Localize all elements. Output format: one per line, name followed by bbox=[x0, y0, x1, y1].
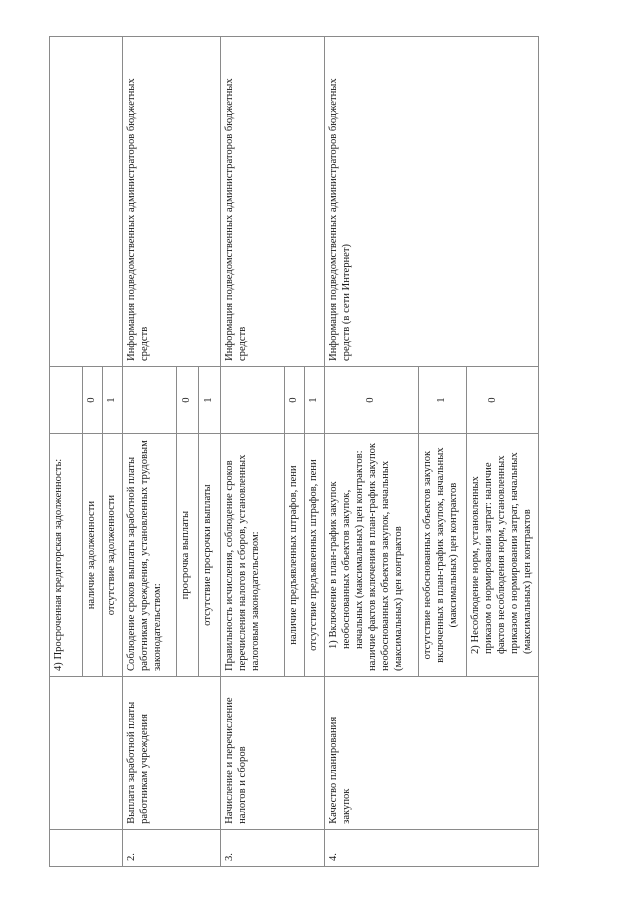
score-value: 1 bbox=[419, 367, 467, 434]
row-number: 2. bbox=[123, 829, 221, 866]
criterion-option: наличие предъявленных штрафов, пени bbox=[285, 434, 305, 677]
row-number: 3. bbox=[221, 829, 325, 866]
score-value bbox=[221, 367, 285, 434]
score-value: 0 bbox=[285, 367, 305, 434]
table-row bbox=[325, 37, 419, 867]
row-number bbox=[50, 829, 123, 866]
indicator-name bbox=[50, 677, 123, 830]
criterion-option: отсутствие просрочки выплаты bbox=[199, 434, 221, 677]
criterion-option: просрочка выплаты bbox=[177, 434, 199, 677]
indicator-name: Качество планирования закупок bbox=[325, 677, 539, 830]
indicator-name: Выплата заработной платы работникам учреждения bbox=[123, 677, 221, 830]
criterion-text: 2) Несоблюдение норм, установленных приказом о нормировании затрат: наличие фактов несоблюдения норм, установленных приказом о нормировании затрат, начальных (максимальных) цен контрактов bbox=[467, 434, 539, 677]
source-text: Информация подведомственных администраторов бюджетных средств (в сети Интернет) bbox=[325, 37, 539, 367]
criterion-text: 4) Просроченная кредиторская задолженность: bbox=[50, 434, 83, 677]
score-value bbox=[123, 367, 177, 434]
criterion-text bbox=[325, 434, 419, 677]
score-value: 0 bbox=[467, 367, 539, 434]
criteria-table bbox=[49, 36, 539, 867]
table-row bbox=[221, 37, 285, 867]
indicator-name: Начисление и перечисление налогов и сборов bbox=[221, 677, 325, 830]
score-value: 1 bbox=[305, 367, 325, 434]
source-text bbox=[50, 37, 123, 367]
score-value: 0 bbox=[325, 367, 419, 434]
criterion-option: наличие задолженности bbox=[83, 434, 103, 677]
criterion-option: отсутствие необоснованных объектов закупок включенных в план-график закупок, начальных (максимальных) цен контрактов bbox=[419, 434, 467, 677]
criterion-option: отсутствие задолженности bbox=[103, 434, 123, 677]
score-value bbox=[50, 367, 83, 434]
table-row bbox=[123, 37, 177, 867]
criterion-heading: 1) Включение в план-график закупок необоснованных объектов закупок, начальных (максимальных) цен контрактов: bbox=[328, 450, 365, 650]
criterion-text: Соблюдение сроков выплаты заработной платы работникам учреждения, установленных трудовым законодательством: bbox=[123, 434, 177, 677]
score-value: 0 bbox=[177, 367, 199, 434]
source-text: Информация подведомственных администраторов бюджетных средств bbox=[221, 37, 325, 367]
score-value: 1 bbox=[199, 367, 221, 434]
criterion-option: наличие фактов включения в план-график закупок необоснованных объектов закупок, начальных (максимальных) цен контрактов bbox=[366, 442, 404, 672]
score-value: 1 bbox=[103, 367, 123, 434]
source-text: Информация подведомственных администраторов бюджетных средств bbox=[123, 37, 221, 367]
criterion-option: отсутствие предъявленных штрафов, пени bbox=[305, 434, 325, 677]
row-number: 4. bbox=[325, 829, 539, 866]
table-row bbox=[50, 37, 83, 867]
rotated-table-frame bbox=[49, 36, 533, 867]
score-value: 0 bbox=[83, 367, 103, 434]
criterion-text: Правильность исчисления, соблюдение сроков перечисления налогов и сборов, установленных налоговым законодательством: bbox=[221, 434, 285, 677]
